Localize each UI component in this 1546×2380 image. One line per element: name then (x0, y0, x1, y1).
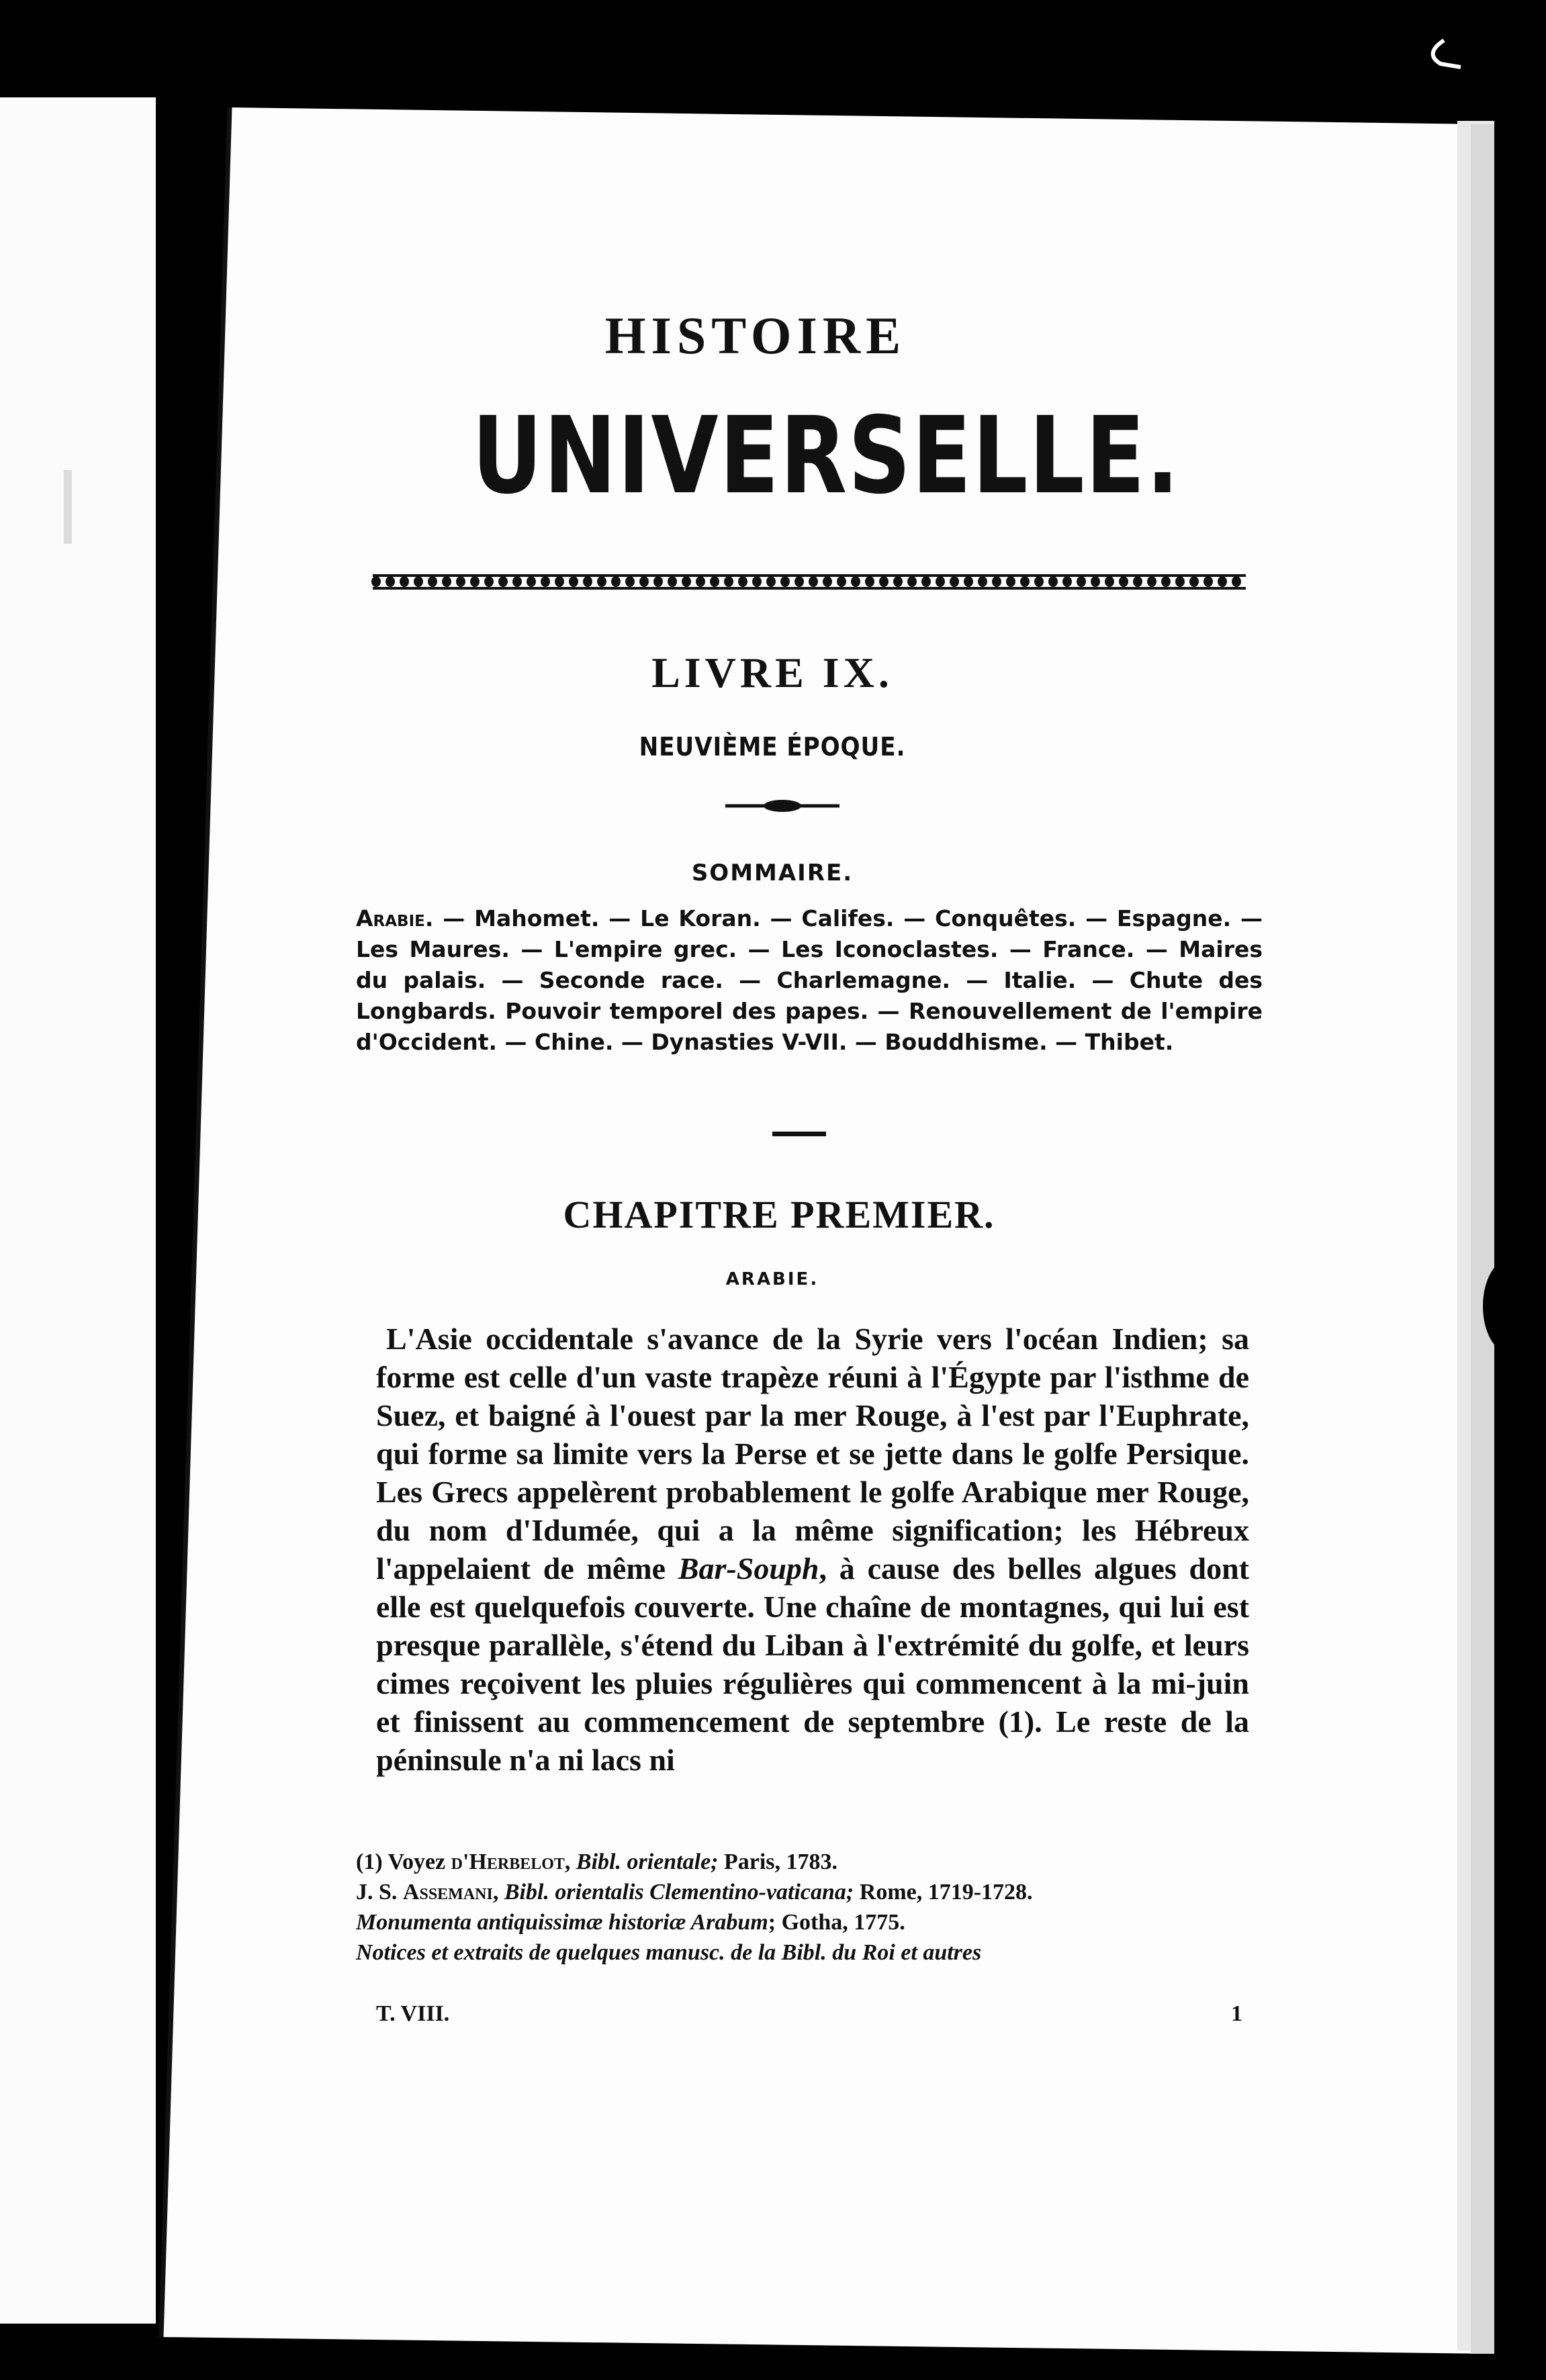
ornament-dot (371, 576, 381, 587)
ornament-dot (809, 576, 818, 587)
fn2-b: , (492, 1880, 504, 1905)
ornament-dot (1218, 576, 1227, 587)
ornament-dot (639, 576, 649, 587)
fn1-b: , (564, 1849, 576, 1874)
ornament-dot (470, 576, 480, 587)
footnote-3 (356, 1907, 1229, 1937)
ornament-dot (738, 576, 747, 587)
ornament-dot (428, 576, 437, 587)
ornament-dot (1161, 576, 1171, 587)
fn1-author: d'Herbelot (451, 1849, 565, 1874)
footnote-1 (356, 1847, 1229, 1877)
ornament-dot (964, 576, 973, 587)
summary-body: — Mahomet. — Le Koran. — Califes. — Conquêtes. — Espagne. — Les Maures. — L'empire grec. — Les Iconoclastes. — France. — Maires du palais. — Seconde race. — Charlemagne. — Italie. — Chute des Longbards. Pouvoir temporel des papes. — Renouvellement de l'empire d'Occident. — Chine. — Dynasties V-VII. — Bouddhisme. — Thibet. (356, 905, 1263, 1055)
ornament-dot (442, 576, 451, 587)
fn2-a: J. S. (356, 1880, 403, 1905)
footnote-4 (356, 1937, 1229, 1968)
ornament-dot (611, 576, 621, 587)
ornament-dot (1119, 576, 1128, 587)
chapter-subtitle: ARABIE. (725, 1269, 819, 1289)
ornament-dot (1048, 576, 1058, 587)
ornament-dot (682, 576, 691, 587)
ornament-dot (1189, 576, 1199, 587)
epoch-heading: NEUVIÈME ÉPOQUE. (639, 732, 906, 762)
summary-text (356, 903, 1263, 1058)
ornament-dot (992, 576, 1001, 587)
ornament-dot (512, 576, 522, 587)
ornament-dot (978, 576, 987, 587)
fn2-title: Bibl. orientalis Clementino-vaticana; (504, 1880, 854, 1905)
fn3-title: Monumenta antiquissimæ historiæ Arabum (356, 1910, 768, 1935)
ornament-dot (1105, 576, 1114, 587)
summary-heading: SOMMAIRE. (691, 860, 854, 886)
ornament-dot (385, 576, 395, 587)
volume-mark: T. VIII. (376, 2001, 450, 2026)
ornament-dot (484, 576, 494, 587)
ornament-dot (414, 576, 423, 587)
ornament-dot (879, 576, 889, 587)
ornament-dot (1203, 576, 1213, 587)
ornament-dot (837, 576, 846, 587)
ornament-dot (823, 576, 832, 587)
ornament-dot (794, 576, 804, 587)
title-histoire: HISTOIRE (604, 306, 907, 365)
signature-mark: 1 (1231, 2001, 1242, 2026)
fn1-c: Paris, 1783. (718, 1849, 838, 1874)
page-folio (376, 2001, 1242, 2027)
ornament-dot (597, 576, 606, 587)
ornament-dot (1091, 576, 1100, 587)
ornament-dot (668, 576, 677, 587)
ornament-dot (625, 576, 635, 587)
ornament-dot (456, 576, 465, 587)
ornament-dot (950, 576, 959, 587)
ornament-dot (569, 576, 578, 587)
ornament-dot (555, 576, 564, 587)
ornament-dot (865, 576, 874, 587)
ornament-dot (1077, 576, 1086, 587)
ornament-dot (851, 576, 860, 587)
ornament-dot (1133, 576, 1142, 587)
book-number: LIVRE IX. (651, 649, 893, 696)
ornament-dot (498, 576, 508, 587)
ornament-dot (936, 576, 945, 587)
fn3-c: ; Gotha, 1775. (768, 1910, 905, 1935)
ornament-dot (907, 576, 917, 587)
para-part-b: , à cause des belles algues dont elle est quelquefois couverte. Une chaîne de montagnes, qui lui est presque parallèle, s'étend du Liban à l'extrémité du golfe, et leurs cimes reçoivent les pluies régulières qui commencent à la mi-juin et finissent au commencement de septembre (1). Le reste de la péninsule n'a ni lacs ni (376, 1551, 1249, 1777)
ornament-dot (710, 576, 719, 587)
right-edge-tab (1483, 1259, 1537, 1353)
summary-lead: Arabie. (356, 905, 434, 931)
para-part-a: L'Asie occidentale s'avance de la Syrie vers l'océan Indien; sa forme est celle d'un vaste trapèze réuni à l'Égypte par l'isthme de Suez, et baigné à l'ouest par la mer Rouge, à l'est par l'Euphrate, qui forme sa limite vers la Perse et se jette dans le golfe Persique. Les Grecs appelèrent probablement le golfe Arabique mer Rouge, du nom d'Idumée, qui a la même signification; les Hébreux l'appelaient de même (376, 1322, 1249, 1586)
left-page-edge (0, 97, 156, 2324)
ornament-dot (1020, 576, 1030, 587)
ornament-dot (921, 576, 931, 587)
chapter-title: CHAPITRE PREMIER. (563, 1193, 995, 1236)
ornament-dot (752, 576, 762, 587)
footnotes (356, 1847, 1229, 1968)
footnote-2 (356, 1877, 1229, 1907)
ornament-dot (1232, 576, 1241, 587)
short-rule (772, 1132, 826, 1136)
fn1-a: (1) Voyez (356, 1849, 451, 1874)
ornament-dot (1006, 576, 1015, 587)
ornament-dot (893, 576, 903, 587)
para-italic: Bar-Souph (678, 1551, 819, 1586)
ornament-dot (527, 576, 536, 587)
ornament-dot (1062, 576, 1072, 587)
fn1-title: Bibl. orientale; (576, 1849, 719, 1874)
ornament-dot (724, 576, 733, 587)
fn4-title: Notices et extraits de quelques manusc. de la Bibl. du Roi et autres (356, 1940, 982, 1965)
ornament-dot (400, 576, 409, 587)
ornament-dot (583, 576, 592, 587)
ornament-dot (1175, 576, 1185, 587)
fn2-c: Rome, 1719-1728. (854, 1880, 1033, 1905)
ornament-dot (1147, 576, 1156, 587)
ornament-dot (780, 576, 790, 587)
ornament-dot (1034, 576, 1044, 587)
title-universelle: UNIVERSELLE. (471, 394, 1181, 518)
body-paragraph (376, 1320, 1249, 1779)
ornament-dot (653, 576, 663, 587)
ornament-dot (696, 576, 705, 587)
ornament-dot (541, 576, 550, 587)
fn2-author: Assemani (402, 1880, 493, 1905)
ornament-dot (766, 576, 776, 587)
